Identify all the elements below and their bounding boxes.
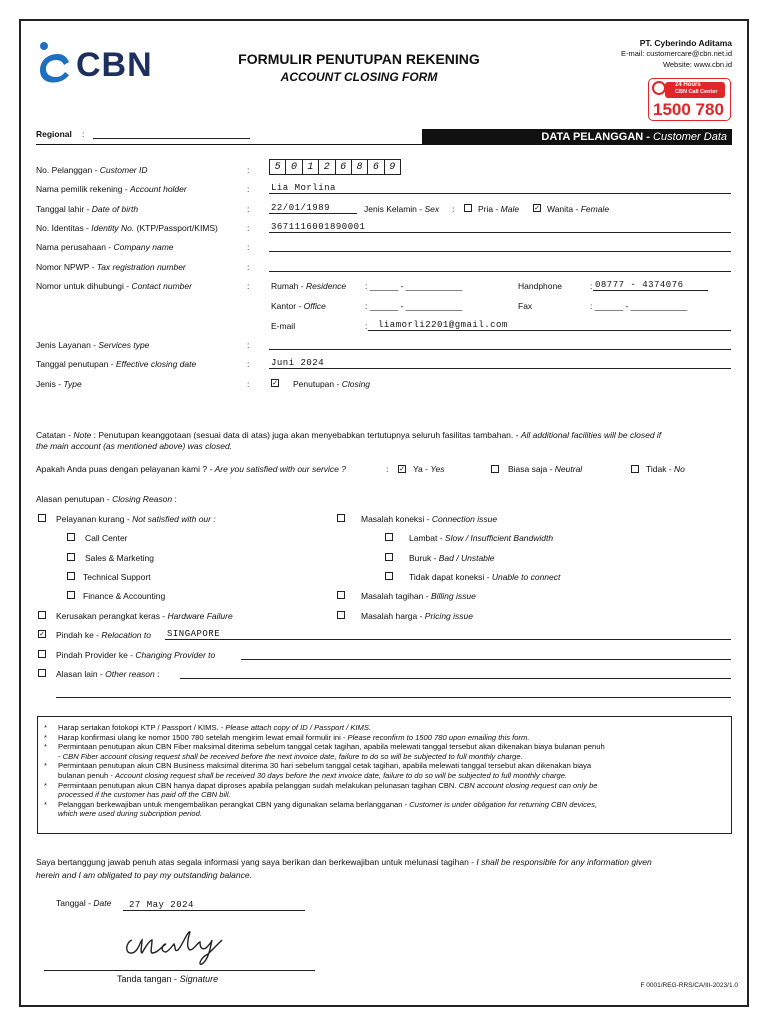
- note-item: bulanan penuh - Account closing request shall be received 30 days before the next invoice date, failure to do so will be subjected to full monthly charge.: [58, 770, 568, 780]
- customer-id-digit: 9: [389, 162, 396, 173]
- other-label: Alasan lain - Other reason :: [56, 669, 160, 679]
- female-label: Wanita - Female: [547, 204, 610, 214]
- signature-line[interactable]: [44, 970, 315, 971]
- bad-checkbox[interactable]: [385, 553, 393, 561]
- npwp-colon: :: [247, 262, 250, 272]
- satisfaction-colon: :: [386, 464, 389, 474]
- customer-id-digit: 6: [368, 160, 384, 174]
- reason-title: Alasan penutupan - Closing Reason :: [36, 494, 177, 504]
- other-checkbox[interactable]: [38, 669, 46, 677]
- form-title: FORMULIR PENUTUPAN REKENING: [238, 51, 480, 67]
- identity-colon: :: [247, 223, 250, 233]
- satisfied-neutral-label: Biasa saja - Neutral: [508, 464, 583, 474]
- call-center-checkbox[interactable]: [67, 533, 75, 541]
- cbn-logo: [36, 40, 161, 88]
- other-line-2[interactable]: [56, 697, 731, 698]
- email-value[interactable]: liamorli2201@gmail.com: [378, 320, 508, 330]
- holder-colon: :: [247, 184, 250, 194]
- signature-mark: [118, 920, 226, 966]
- note-text-2: the main account (as mentioned above) was closed.: [36, 441, 233, 451]
- customer-id-digit: 2: [319, 160, 335, 174]
- connection-checkbox[interactable]: [337, 514, 345, 522]
- company-email: E-mail: customercare@cbn.net.id: [621, 49, 732, 58]
- satisfied-yes-label: Ya - Yes: [413, 464, 445, 474]
- sex-colon: :: [452, 204, 455, 214]
- statement-text: Saya bertanggung jawab penuh atas segala informasi yang saya berikan dan berkewajiban untuk melunasi tagihan - I shall be responsible for any information given: [36, 857, 652, 867]
- pricing-checkbox[interactable]: [337, 611, 345, 619]
- billing-checkbox[interactable]: [337, 591, 345, 599]
- not-satisfied-checkbox[interactable]: [38, 514, 46, 522]
- section-title: [422, 129, 727, 145]
- service-line[interactable]: [269, 349, 731, 350]
- holder-label: Nama pemilik rekening - Account holder: [36, 184, 187, 194]
- sales-label: Sales & Marketing: [85, 553, 154, 563]
- statement-text-2: herein and I am obligated to pay my outstanding balance.: [36, 870, 252, 880]
- identity-line: [269, 232, 731, 233]
- service-colon: :: [247, 340, 250, 350]
- bad-label: Buruk - Bad / Unstable: [409, 553, 495, 563]
- dob-value[interactable]: 22/01/1989: [271, 203, 331, 213]
- customer-id-digit: 1: [303, 160, 319, 174]
- signature-label: Tanda tangan - Signature: [117, 974, 219, 984]
- section-title-id: DATA PELANGGAN -: [541, 131, 654, 143]
- hardware-checkbox[interactable]: [38, 611, 46, 619]
- contact-label: Nomor untuk dihubungi - Contact number: [36, 281, 192, 291]
- date-line: [123, 910, 305, 911]
- notes-list: [44, 723, 724, 819]
- note-item: * Harap konfirmasi ulang ke nomor 1500 780 setelah mengirim lewat email formulir ini - Please reconfirm to 1500 780 upon emailing this form.: [44, 732, 530, 742]
- call-center-label2: CBN Call Center: [675, 89, 718, 95]
- billing-label: Masalah tagihan - Billing issue: [361, 591, 476, 601]
- finance-checkbox[interactable]: [67, 591, 75, 599]
- male-checkbox[interactable]: [464, 204, 472, 212]
- company-line[interactable]: [269, 251, 731, 252]
- note-text: Catatan - Note : Penutupan keanggotaan (sesuai data di atas) juga akan menyebabkan tertutupnya seluruh fasilitas tambahan. - All additional facilities will be closed if: [36, 430, 662, 440]
- relocation-label: Pindah ke - Relocation to: [56, 630, 151, 640]
- satisfied-no-label: Tidak - No: [646, 464, 685, 474]
- company-name: PT. Cyberindo Aditama: [639, 38, 732, 48]
- unable-checkbox[interactable]: [385, 572, 393, 580]
- note-item: * Permintaan penutupan akun CBN hanya dapat diproses apabila pelanggan sudah melakukan pelunasan tagihan CBN. CBN account closing request can only be: [44, 780, 598, 790]
- npwp-line[interactable]: [269, 271, 731, 272]
- connection-label: Masalah koneksi - Connection issue: [361, 514, 498, 524]
- note-item: * Harap sertakan fotokopi KTP / Passport / KIMS. - Please attach copy of ID / Passport / KIMS.: [44, 723, 372, 732]
- provider-label: Pindah Provider ke - Changing Provider to: [56, 650, 216, 660]
- logo-text: CBN: [76, 46, 153, 84]
- closing-date-colon: :: [247, 359, 250, 369]
- note-item: * Pelanggan berkewajiban untuk mengembalikan perangkat CBN yang digunakan selama berlangganan - Customer is under obligation for returning CBN devices,: [44, 799, 598, 809]
- satisfied-neutral-checkbox[interactable]: [491, 465, 499, 473]
- company-label: Nama perusahaan - Company name: [36, 242, 174, 252]
- date-label: Tanggal - Date: [56, 898, 112, 908]
- handphone-value[interactable]: 08777 - 4374076: [595, 280, 684, 290]
- closing-date-value[interactable]: Juni 2024: [271, 358, 325, 368]
- not-satisfied-label: Pelayanan kurang - Not satisfied with our :: [56, 514, 216, 524]
- form-subtitle: ACCOUNT CLOSING FORM: [280, 70, 438, 84]
- customer-id-colon: :: [247, 165, 250, 175]
- contact-colon: :: [247, 281, 250, 291]
- date-value[interactable]: 27 May 2024: [129, 900, 194, 910]
- slow-checkbox[interactable]: [385, 533, 393, 541]
- pricing-label: Masalah harga - Pricing issue: [361, 611, 473, 621]
- call-center-label: Call Center: [85, 533, 128, 543]
- closing-label: Penutupan - Closing: [293, 379, 371, 389]
- call-center-number: 1500 780: [653, 100, 724, 119]
- type-label: Jenis - Type: [36, 379, 82, 389]
- residence-label: Rumah - Residence: [271, 281, 347, 291]
- call-center-label1: 24 Hours: [675, 82, 701, 88]
- customer-id-label: No. Pelanggan - Customer ID: [36, 165, 148, 175]
- sex-label: Jenis Kelamin - Sex: [364, 204, 440, 214]
- dob-colon: :: [247, 204, 250, 214]
- service-label: Jenis Layanan - Services type: [36, 340, 150, 350]
- office-label: Kantor - Office: [271, 301, 326, 311]
- email-colon: :: [365, 321, 368, 331]
- provider-checkbox[interactable]: [38, 650, 46, 658]
- npwp-label: Nomor NPWP - Tax registration number: [36, 262, 186, 272]
- section-rule: [36, 144, 732, 145]
- headset-icon: [652, 81, 666, 95]
- relocation-checkbox[interactable]: ✓: [39, 631, 45, 638]
- dob-line: [269, 213, 357, 214]
- other-line[interactable]: [180, 678, 731, 679]
- relocation-line: [165, 639, 731, 640]
- finance-label: Finance & Accounting: [83, 591, 166, 601]
- residence-field[interactable]: : ______ - ____________: [365, 281, 463, 291]
- identity-value[interactable]: 3671116001890001: [271, 222, 366, 232]
- identity-label: No. Identitas - Identity No. (KTP/Passport/KIMS): [36, 223, 218, 233]
- slow-label: Lambat - Slow / Insufficient Bandwidth: [409, 533, 554, 543]
- type-colon: :: [247, 379, 250, 389]
- regional-field[interactable]: [93, 138, 250, 139]
- unable-label: Tidak dapat koneksi - Unable to connect: [409, 572, 561, 582]
- closing-date-line: [269, 368, 731, 369]
- customer-id-digit: 5: [270, 160, 286, 174]
- email-line: [368, 330, 731, 331]
- handphone-line: [593, 290, 708, 291]
- section-title-en: Customer Data: [653, 131, 727, 143]
- closing-checkbox[interactable]: ✓: [272, 380, 278, 387]
- male-label: Pria - Male: [478, 204, 520, 214]
- fax-label: Fax: [518, 301, 533, 311]
- note-item: processed if the customer has paid off the CBN bill.: [58, 790, 231, 800]
- note-item: * Permintaan penutupan akun CBN Business maksimal diterima 30 hari sebelum tanggal cetak tagihan, apabila melewati tanggal tersebut akan dikenakan biaya: [44, 761, 592, 771]
- regional-colon: :: [82, 129, 85, 139]
- female-checkbox[interactable]: ✓: [534, 205, 540, 212]
- note-item: * Permintaan penutupan akun CBN Fiber maksimal diterima sebelum tanggal cetak tagihan, apabila melewati tanggal tersebut akan dikenakan biaya bulanan penuh: [44, 742, 605, 752]
- office-field[interactable]: : ______ - ____________: [365, 301, 463, 311]
- fax-field[interactable]: : ______ - ____________: [590, 301, 688, 311]
- tech-checkbox[interactable]: [67, 572, 75, 580]
- regional-label: Regional: [36, 129, 72, 139]
- dob-label: Tanggal lahir - Date of birth: [36, 204, 139, 214]
- company-website: Website: www.cbn.id: [662, 60, 732, 69]
- note-item: which were used during subcription period.: [58, 809, 202, 819]
- holder-value[interactable]: Lia Morlina: [271, 183, 336, 193]
- handphone-label: Handphone: [518, 281, 562, 291]
- relocation-value[interactable]: SINGAPORE: [167, 629, 221, 639]
- customer-id-digit: 6: [336, 160, 352, 174]
- customer-id-digit: 0: [286, 160, 302, 174]
- holder-line: [269, 193, 731, 194]
- closing-date-label: Tanggal penutupan - Effective closing date: [36, 359, 197, 369]
- customer-id-boxes[interactable]: [269, 159, 401, 175]
- footer-code: F 0001/REG-RRS/CA/III-2023/1.0: [640, 982, 738, 989]
- handphone-colon: :: [590, 281, 593, 291]
- sales-checkbox[interactable]: [67, 553, 75, 561]
- satisfied-no-checkbox[interactable]: [631, 465, 639, 473]
- email-label: E-mail: [271, 321, 296, 331]
- call-center-badge: [648, 78, 731, 121]
- customer-id-digit: 8: [352, 160, 368, 174]
- hardware-label: Kerusakan perangkat keras - Hardware Failure: [56, 611, 233, 621]
- provider-line[interactable]: [241, 659, 731, 660]
- company-colon: :: [247, 242, 250, 252]
- satisfied-yes-checkbox[interactable]: ✓: [399, 466, 405, 473]
- tech-label: Technical Support: [83, 572, 151, 582]
- note-item: - CBN Fiber account closing request shall be received before the next invoice date, failure to do so will be subjected to full monthly charge.: [58, 751, 523, 761]
- satisfaction-question: Apakah Anda puas dengan pelayanan kami ? - Are you satisfied with our service ?: [36, 464, 346, 474]
